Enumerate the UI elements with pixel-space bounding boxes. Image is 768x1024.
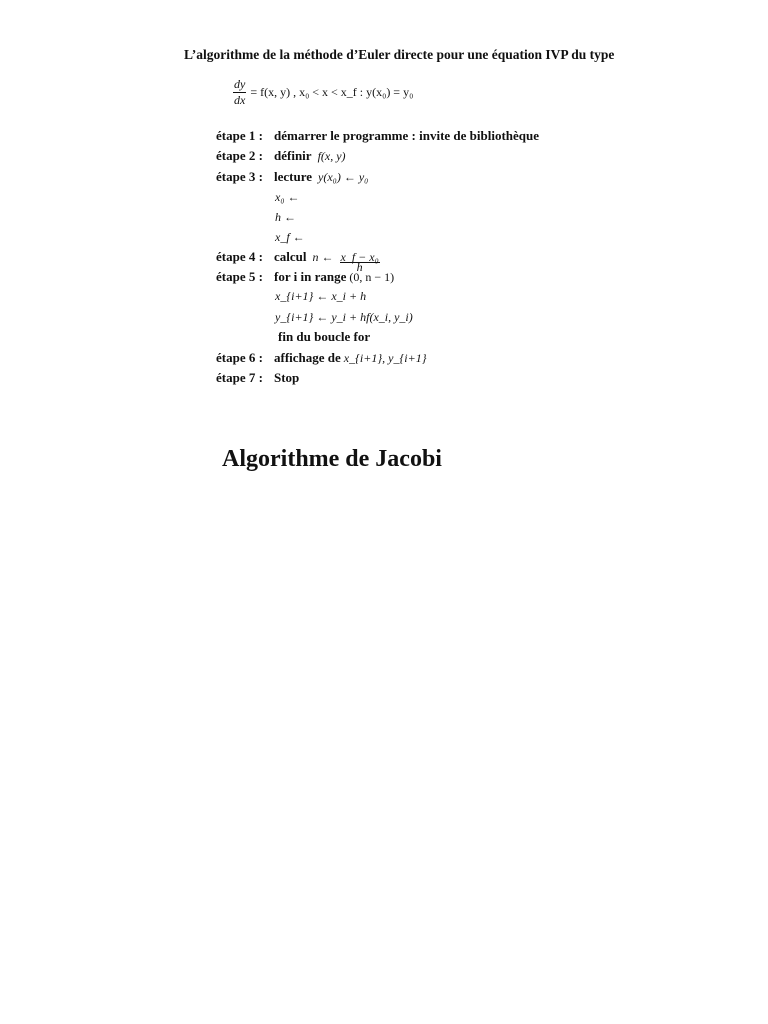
step-1-text (274, 128, 539, 144)
loop-end-text: fin du boucle for (278, 329, 371, 344)
step-6-text (274, 350, 427, 366)
derivative-denominator: dx (234, 93, 246, 107)
step-3-math: y(x₀) ← y₀ (318, 170, 369, 184)
step-4-fraction-numerator: x_f − x₀ (340, 250, 379, 264)
step-5-body: for i in range (274, 269, 347, 284)
ode-equation (233, 78, 413, 107)
step-3-label: étape 3 : (216, 169, 263, 184)
step-3-text (274, 169, 368, 185)
step-4-math: n ← (312, 250, 334, 264)
derivative-fraction (233, 78, 246, 107)
step-3-subline-x0: x₀ ← (275, 190, 300, 204)
step-7-label: étape 7 : (216, 370, 263, 385)
step-6-math: x_{i+1}, y_{i+1} (343, 351, 427, 365)
step-7-body: Stop (274, 370, 300, 385)
step-1-label: étape 1 : (216, 128, 263, 143)
step-6-label: étape 6 : (216, 350, 263, 365)
step-5-subline-y: y_{i+1} ← y_i + hf(x_i, y_i) (275, 310, 413, 324)
step-2-math: f(x, y) (317, 149, 346, 163)
step-4-body: calcul (274, 249, 307, 264)
step-2-label: étape 2 : (216, 148, 263, 163)
step-3-body: lecture (274, 169, 313, 184)
intro-text: L’algorithme de la méthode d’Euler directe pour une équation IVP du type (184, 47, 615, 62)
step-3-subline-xf: x_f ← (275, 230, 305, 244)
step-6-body: affichage de (274, 350, 341, 365)
step-2-body: définir (274, 148, 312, 163)
step-5-subline-x: x_{i+1} ← x_i + h (275, 289, 367, 303)
step-2-text (274, 148, 346, 164)
step-4-fraction-denominator: h (356, 260, 363, 274)
step-7-text (274, 370, 299, 386)
derivative-numerator: dy (234, 77, 246, 91)
step-1-body: démarrer le programme : invite de bibliothèque (274, 128, 540, 143)
step-3-subline-h: h ← (275, 210, 296, 224)
section-heading: Algorithme de Jacobi (222, 446, 442, 472)
equation-rhs: = f(x, y) , x₀ < x < x_f : y(x₀) = y₀ (250, 85, 414, 99)
step-5-text (274, 269, 394, 285)
step-5-label: étape 5 : (216, 269, 263, 284)
step-4-label: étape 4 : (216, 249, 263, 264)
step-5-math: (0, n − 1) (349, 270, 395, 284)
